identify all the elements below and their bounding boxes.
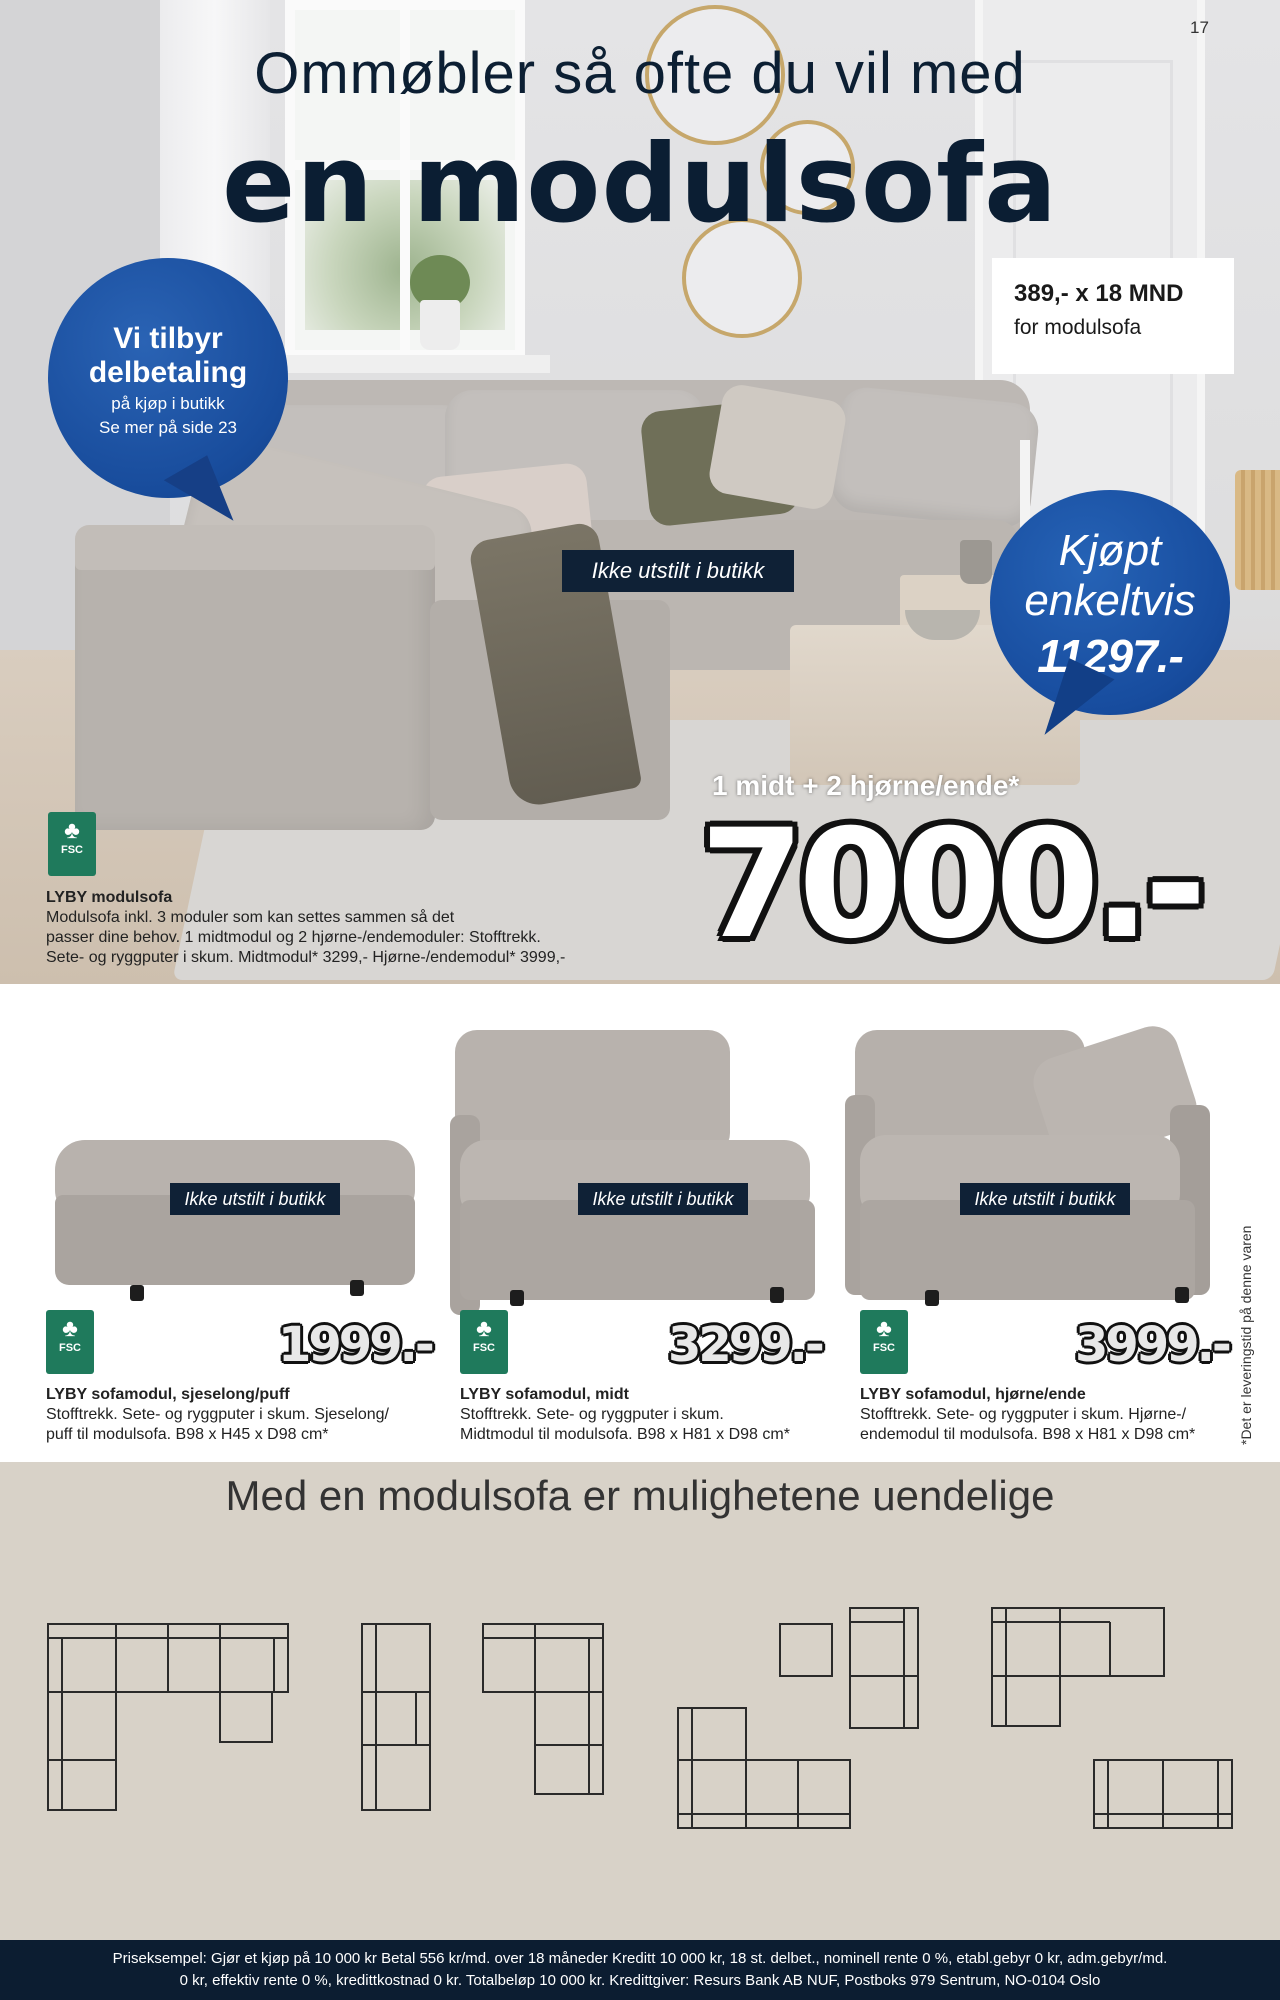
product-desc-line: Stofftrekk. Sete- og ryggputer i skum. Sjeselong/	[46, 1406, 389, 1423]
page-number: 17	[1190, 18, 1209, 37]
offer-subtitle: 1 midt + 2 hjørne/ende*	[712, 770, 1020, 801]
config-diagram-corner-bench	[992, 1608, 1232, 1828]
product-title: LYBY sofamodul, sjeselong/puff	[46, 1386, 290, 1403]
tree-icon: ♣	[62, 1315, 78, 1342]
headline-line-1: Ommøbler så ofte du vil med	[254, 41, 1026, 106]
configurations-title: Med en modulsofa er mulighetene uendelige	[225, 1472, 1055, 1519]
bubble-left-line-4: Se mer på side 23	[99, 418, 237, 437]
tree-icon: ♣	[64, 817, 80, 844]
fsc-label: FSC	[59, 1342, 81, 1354]
bubble-right-line-2: enkeltvis	[1024, 576, 1196, 625]
product-price: 3999.-	[1075, 1317, 1229, 1373]
hero-desc-line: passer dine behov. 1 midtmodul og 2 hjørne-/endemoduler: Stofftrekk.	[46, 929, 541, 946]
product-price: 1999.-	[278, 1317, 432, 1373]
bubble-left-line-2: delbetaling	[88, 356, 248, 389]
not-displayed-tag: Ikke utstilt i butikk	[960, 1183, 1130, 1215]
footer-line-2: 0 kr, effektiv rente 0 %, kredittkostnad 0 kr. Totalbeløp 10 000 kr. Kredittgiver: Resurs Bank AB NUF, Postboks 979 Sentrum, NO-0104 Oslo	[179, 1972, 1101, 1989]
installment-amount: 389,- x 18 MND	[1014, 280, 1184, 307]
config-diagram-l-shape	[48, 1624, 288, 1810]
config-diagram-separated	[678, 1608, 918, 1828]
config-diagram-vertical	[362, 1624, 430, 1810]
product-price: 3299.-	[668, 1317, 822, 1373]
footer-line-1: Priseksempel: Gjør et kjøp på 10 000 kr Betal 556 kr/md. over 18 måneder Kreditt 10 000 kr, 18 st. delbet., nominell rente 0 %, etabl.gebyr 0 kr, adm.gebyr/md.	[112, 1950, 1168, 1967]
not-displayed-tag: Ikke utstilt i butikk	[578, 1183, 748, 1215]
bubble-left-line-3: på kjøp i butikk	[111, 394, 225, 413]
installment-label: for modulsofa	[1014, 316, 1142, 339]
fsc-label: FSC	[61, 844, 83, 856]
bubble-left-line-1: Vi tilbyr	[113, 322, 223, 355]
product-title: LYBY sofamodul, midt	[460, 1386, 629, 1403]
product-desc-line: Midtmodul til modulsofa. B98 x H81 x D98 cm*	[460, 1426, 790, 1443]
hero-product-title: LYBY modulsofa	[46, 889, 173, 906]
bubble-right-price: 11297.-	[1037, 630, 1183, 682]
hero-desc-line: Sete- og ryggputer i skum. Midtmodul* 3299,- Hjørne-/endemodul* 3999,-	[46, 949, 566, 966]
bubble-right-line-1: Kjøpt	[1058, 526, 1162, 575]
fsc-label: FSC	[473, 1342, 495, 1354]
product-desc-line: endemodul til modulsofa. B98 x H81 x D98 cm*	[860, 1426, 1196, 1443]
offer-price: 7000.-	[700, 798, 1201, 972]
not-displayed-tag: Ikke utstilt i butikk	[562, 550, 794, 592]
product-title: LYBY sofamodul, hjørne/ende	[860, 1386, 1086, 1403]
product-desc-line: puff til modulsofa. B98 x H45 x D98 cm*	[46, 1426, 329, 1443]
headline-line-2: en modulsofa	[221, 122, 1059, 247]
fsc-label: FSC	[873, 1342, 895, 1354]
not-displayed-tag: Ikke utstilt i butikk	[170, 1183, 340, 1215]
product-desc-line: Stofftrekk. Sete- og ryggputer i skum.	[460, 1406, 724, 1423]
hero-desc-line: Modulsofa inkl. 3 moduler som kan settes sammen så det	[46, 909, 455, 926]
footer-credit-info	[0, 1940, 1280, 2000]
tree-icon: ♣	[876, 1315, 892, 1342]
product-desc-line: Stofftrekk. Sete- og ryggputer i skum. Hjørne-/	[860, 1406, 1187, 1423]
config-diagram-reversed-l	[483, 1624, 603, 1794]
delivery-note: *Det er leveringstid på denne varen	[1238, 1225, 1254, 1445]
tree-icon: ♣	[476, 1315, 492, 1342]
